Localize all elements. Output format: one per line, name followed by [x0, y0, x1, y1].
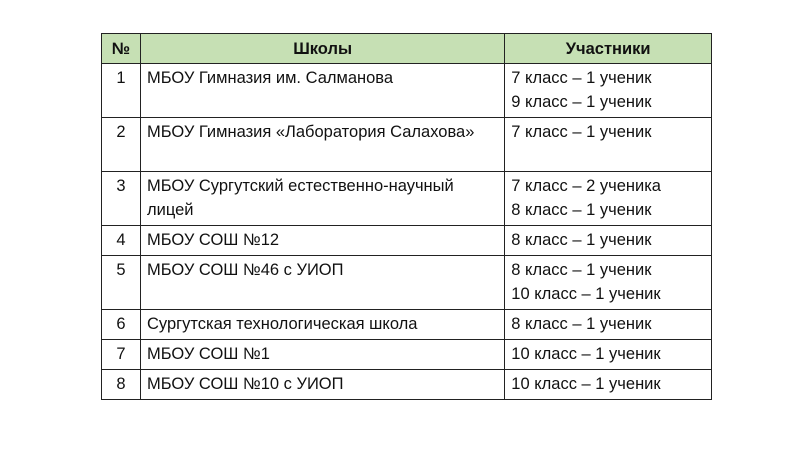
participant-line: 10 класс – 1 ученик: [511, 345, 661, 363]
school-name: Сургутская технологическая школа: [140, 310, 504, 340]
participant-line: 7 класс – 1 ученик: [511, 123, 652, 141]
table-row: [102, 370, 712, 400]
participant-line: 8 класс – 1 ученик: [511, 315, 652, 333]
header-number: №: [102, 34, 141, 64]
school-name: МБОУ СОШ №10 с УИОП: [140, 370, 504, 400]
participants-cell: [505, 226, 712, 256]
participants-cell: [505, 64, 712, 118]
participant-line: 7 класс – 2 ученика: [511, 177, 661, 195]
row-number: 1: [102, 64, 141, 118]
participants-table: [101, 33, 712, 400]
header-schools: Школы: [140, 34, 504, 64]
participants-cell: [505, 370, 712, 400]
row-number: 2: [102, 118, 141, 172]
participants-cell: [505, 340, 712, 370]
school-name: МБОУ Гимназия им. Салманова: [140, 64, 504, 118]
participants-cell: [505, 310, 712, 340]
row-number: 6: [102, 310, 141, 340]
participant-line: 10 класс – 1 ученик: [511, 375, 661, 393]
table-header-row: [102, 34, 712, 64]
participants-cell: [505, 172, 712, 226]
school-name: МБОУ Гимназия «Лаборатория Салахова»: [140, 118, 504, 172]
participant-line: 8 класс – 1 ученик: [511, 201, 652, 219]
row-number: 5: [102, 256, 141, 310]
participant-line: 7 класс – 1 ученик: [511, 69, 652, 87]
table-row: [102, 226, 712, 256]
participants-cell: [505, 118, 712, 172]
school-name: МБОУ Сургутский естественно-научный лицей: [140, 172, 504, 226]
table-row: [102, 310, 712, 340]
participant-line: 9 класс – 1 ученик: [511, 93, 652, 111]
participant-line: 8 класс – 1 ученик: [511, 261, 652, 279]
school-name: МБОУ СОШ №12: [140, 226, 504, 256]
participant-line: 8 класс – 1 ученик: [511, 231, 652, 249]
header-participants: Участники: [505, 34, 712, 64]
table-row: [102, 172, 712, 226]
row-number: 8: [102, 370, 141, 400]
row-number: 7: [102, 340, 141, 370]
row-number: 4: [102, 226, 141, 256]
row-number: 3: [102, 172, 141, 226]
table-row: [102, 340, 712, 370]
participants-cell: [505, 256, 712, 310]
school-name: МБОУ СОШ №1: [140, 340, 504, 370]
table-row: [102, 256, 712, 310]
table-row: [102, 64, 712, 118]
school-name: МБОУ СОШ №46 с УИОП: [140, 256, 504, 310]
table-row: [102, 118, 712, 172]
participant-line: 10 класс – 1 ученик: [511, 285, 661, 303]
